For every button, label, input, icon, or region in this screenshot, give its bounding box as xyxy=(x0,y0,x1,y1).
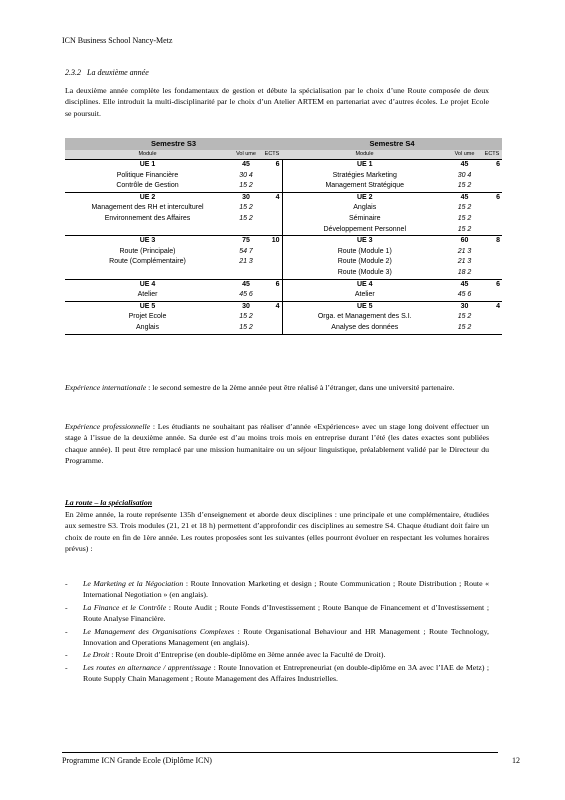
route-paragraph: En 2ème année, la route représente 135h d’enseignement et aborde deux disciplines : une principale et une complémentaire, étudiées aux semestre S3. Trois modules (21, 21 et 18 h) permettent d’approfondir ces disciplines au semestre S4. Chaque étudiant doit faire un choix de route en fin de 1ère année. Les routes proposées sont les suivantes (elles pourront évoluer en respectant les volumes horaires prévus) : xyxy=(65,510,489,554)
ects-cell xyxy=(262,225,282,236)
route-item-text: : Route Innovation et Entrepreneuriat (en double-diplôme en 3A avec l’IAE de Metz) ; Route Supply Chain Management ; Route Management des Affaires Industrielles. xyxy=(83,662,489,684)
volume-cell: 30 xyxy=(230,301,262,312)
ects-cell xyxy=(262,203,282,214)
ects-cell xyxy=(482,171,502,182)
ects-cell xyxy=(262,214,282,225)
ects-cell: 8 xyxy=(482,236,502,247)
volume-cell: 15 2 xyxy=(447,323,482,334)
route-item-label: Les routes en alternance / apprentissage xyxy=(83,662,212,672)
module-cell: Anglais xyxy=(282,203,447,214)
footer-title: Programme ICN Grande Ecole (Diplôme ICN) xyxy=(62,756,212,765)
module-cell: Orga. et Management des S.I. xyxy=(282,312,447,323)
ects-cell xyxy=(482,312,502,323)
route-item-label: Le Management des Organisations Complexes xyxy=(83,626,235,636)
page-number: 12 xyxy=(512,756,520,765)
experience-internationale xyxy=(65,382,489,393)
route-item-text: : Route Organisational Behaviour and HR Management ; Route Technology, Innovation and Operations Management (en anglais). xyxy=(83,626,489,648)
ects-cell xyxy=(482,257,502,268)
col-ects: ECTS xyxy=(482,150,502,160)
volume-cell xyxy=(230,268,262,279)
volume-cell: 45 xyxy=(230,279,262,290)
route-item xyxy=(65,578,489,601)
table-row xyxy=(65,203,502,214)
table-row xyxy=(65,257,502,268)
volume-cell: 15 2 xyxy=(239,214,253,222)
module-cell: Environnement des Affaires xyxy=(104,214,191,222)
table-row xyxy=(65,323,502,334)
ects-cell: 6 xyxy=(482,192,502,203)
volume-cell: 21 3 xyxy=(457,258,472,266)
experience-professionnelle xyxy=(65,421,489,467)
ects-cell: 6 xyxy=(262,160,282,171)
table-row xyxy=(65,225,502,236)
ects-cell: 6 xyxy=(262,279,282,290)
module-cell: UE 4 xyxy=(65,279,230,290)
table-ue-row xyxy=(65,279,502,290)
running-header: ICN Business School Nancy-Metz xyxy=(62,36,173,45)
module-cell: Management Stratégique xyxy=(282,181,447,192)
module-cell: Politique Financière xyxy=(116,171,179,179)
volume-cell: 30 xyxy=(447,301,482,312)
volume-cell: 30 4 xyxy=(239,171,253,179)
volume-cell: 45 xyxy=(447,192,482,203)
ects-cell xyxy=(482,214,502,225)
ects-cell xyxy=(262,181,282,192)
table-semester-header xyxy=(65,138,502,150)
volume-cell: 45 6 xyxy=(457,291,472,299)
ects-cell xyxy=(482,203,502,214)
col-volume: Vol ume xyxy=(447,150,482,160)
col-volume: Vol ume xyxy=(230,150,262,160)
table-row xyxy=(65,290,502,301)
volume-cell: 75 xyxy=(230,236,262,247)
ects-cell: 4 xyxy=(482,301,502,312)
route-list xyxy=(65,578,489,686)
volume-cell: 54 7 xyxy=(239,247,253,255)
table-row xyxy=(65,247,502,258)
module-cell: Contrôle de Gestion xyxy=(116,182,179,190)
col-module: Module xyxy=(65,150,230,160)
experience-professionnelle-text: : Les étudiants ne souhaitant pas réaliser d’année «Expériences» avec un stage long doivent effectuer un stage à l’issue de la deuxième année. Sa durée est d’au moins trois mois en entreprise durant l’été (les dates exactes sont publiées chaque année). Il peut être remplacé par une mission humanitaire ou un séjour linguistique, préalablement validé par le Directeur du Programme. xyxy=(65,422,489,466)
module-cell: Stratégies Marketing xyxy=(282,171,447,182)
route-item xyxy=(65,649,489,660)
col-module: Module xyxy=(282,150,447,160)
ects-cell xyxy=(262,257,282,268)
table-row xyxy=(65,171,502,182)
ects-cell: 6 xyxy=(482,279,502,290)
module-cell: UE 1 xyxy=(65,160,230,171)
ects-cell xyxy=(482,323,502,334)
route-item xyxy=(65,626,489,649)
module-cell: UE 5 xyxy=(65,301,230,312)
module-cell: UE 2 xyxy=(282,192,447,203)
experience-internationale-text: : le second semestre de la 2ème année peut être réalisé à l’étranger, dans une université partenaire. xyxy=(148,383,455,392)
ects-cell: 10 xyxy=(262,236,282,247)
volume-cell: 45 xyxy=(447,279,482,290)
section-heading xyxy=(65,68,149,77)
module-cell: Anglais xyxy=(65,323,230,334)
module-cell: Route (Module 1) xyxy=(282,247,447,258)
module-cell: Atelier xyxy=(137,291,158,299)
volume-cell: 15 2 xyxy=(239,182,253,190)
volume-cell: 21 3 xyxy=(457,247,472,255)
route-item-text: : Route Droit d’Entreprise (en double-diplôme en 3ème année avec la Faculté de Droit). xyxy=(109,650,386,660)
volume-cell: 30 xyxy=(230,192,262,203)
ects-cell xyxy=(262,171,282,182)
module-cell: Route (Complémentaire) xyxy=(109,258,186,266)
ects-cell xyxy=(262,247,282,258)
experience-professionnelle-label: Expérience professionnelle xyxy=(65,422,151,431)
route-item-label: La Finance et le Contrôle xyxy=(83,602,167,612)
module-cell: Analyse des données xyxy=(282,323,447,334)
table-ue-row xyxy=(65,236,502,247)
ects-cell: 4 xyxy=(262,192,282,203)
ects-cell xyxy=(482,247,502,258)
semester-s3-title: Semestre S3 xyxy=(65,138,282,150)
module-cell: UE 3 xyxy=(65,236,230,247)
ects-cell xyxy=(482,290,502,301)
ects-cell xyxy=(482,181,502,192)
module-cell: Route (Module 3) xyxy=(282,268,447,279)
volume-cell: 45 6 xyxy=(239,291,253,299)
volume-cell: 21 3 xyxy=(239,258,253,266)
module-cell: Développement Personnel xyxy=(282,225,447,236)
volume-cell: 15 2 xyxy=(457,182,472,190)
ects-cell: 4 xyxy=(262,301,282,312)
intro-paragraph: La deuxième année complète les fondamentaux de gestion et débute la spécialisation par le choix d’une Route composée de deux disciplines. Elle introduit la multi-disciplinarité par le choix d’un Atelier ARTEM en partenariat avec d’autres écoles. Le projet Ecole se poursuit. xyxy=(65,86,489,118)
volume-cell: 45 xyxy=(230,160,262,171)
volume-cell: 18 2 xyxy=(457,268,472,276)
module-cell: UE 4 xyxy=(282,279,447,290)
table-ue-row xyxy=(65,301,502,312)
volume-cell: 15 2 xyxy=(239,204,253,212)
volume-cell: 15 2 xyxy=(457,214,472,222)
curriculum-table xyxy=(65,138,502,335)
ects-cell xyxy=(262,268,282,279)
table-row xyxy=(65,268,502,279)
module-cell xyxy=(65,225,230,236)
ects-cell xyxy=(262,290,282,301)
table-column-header xyxy=(65,150,502,160)
route-item xyxy=(65,602,489,625)
footer-rule xyxy=(62,752,498,753)
module-cell: Route (Principale) xyxy=(119,247,176,255)
volume-cell: 30 4 xyxy=(457,171,472,179)
ects-cell xyxy=(482,225,502,236)
ects-cell xyxy=(482,268,502,279)
semester-s4-title: Semestre S4 xyxy=(282,138,502,150)
volume-cell: 15 2 xyxy=(457,313,472,321)
table-row xyxy=(65,214,502,225)
volume-cell: 15 2 xyxy=(457,225,472,233)
module-cell: Route (Module 2) xyxy=(282,257,447,268)
route-item-text: : Route Audit ; Route Fonds d’Investissement ; Route Banque de Financement et d’Investissement ; Route Analyse Financière. xyxy=(83,602,489,624)
module-cell: UE 2 xyxy=(65,192,230,203)
ects-cell xyxy=(262,312,282,323)
module-cell: Management des RH et interculturel xyxy=(91,204,204,212)
module-cell: UE 1 xyxy=(282,160,447,171)
route-item-label: Le Marketing et la Négociation xyxy=(83,579,184,588)
module-cell xyxy=(65,268,230,279)
ects-cell: 6 xyxy=(482,160,502,171)
module-cell: UE 3 xyxy=(282,236,447,247)
experience-internationale-label: Expérience internationale xyxy=(65,383,147,392)
route-heading: La route – la spécialisation xyxy=(65,498,153,507)
volume-cell: 60 xyxy=(447,236,482,247)
route-item xyxy=(65,662,489,685)
table-row xyxy=(65,181,502,192)
module-cell: Projet Ecole xyxy=(128,313,167,321)
col-ects: ECTS xyxy=(262,150,282,160)
volume-cell xyxy=(230,225,262,236)
table-row xyxy=(65,312,502,323)
module-cell: Atelier xyxy=(282,290,447,301)
table-ue-row xyxy=(65,160,502,171)
section-number: 2.3.2 xyxy=(65,68,81,77)
route-item-label: Le Droit xyxy=(83,650,110,660)
table-ue-row xyxy=(65,192,502,203)
route-item-text: : Route Innovation Marketing et design ; Route Communication ; Route Distribution ; Route « International Negotiation » (en anglais). xyxy=(83,579,489,600)
module-cell: UE 5 xyxy=(282,301,447,312)
volume-cell: 15 2 xyxy=(239,313,253,321)
volume-cell: 45 xyxy=(447,160,482,171)
section-title: La deuxième année xyxy=(87,68,149,77)
volume-cell: 15 2 xyxy=(457,204,472,212)
ects-cell xyxy=(262,323,282,334)
volume-cell: 15 2 xyxy=(230,323,262,334)
module-cell: Séminaire xyxy=(282,214,447,225)
